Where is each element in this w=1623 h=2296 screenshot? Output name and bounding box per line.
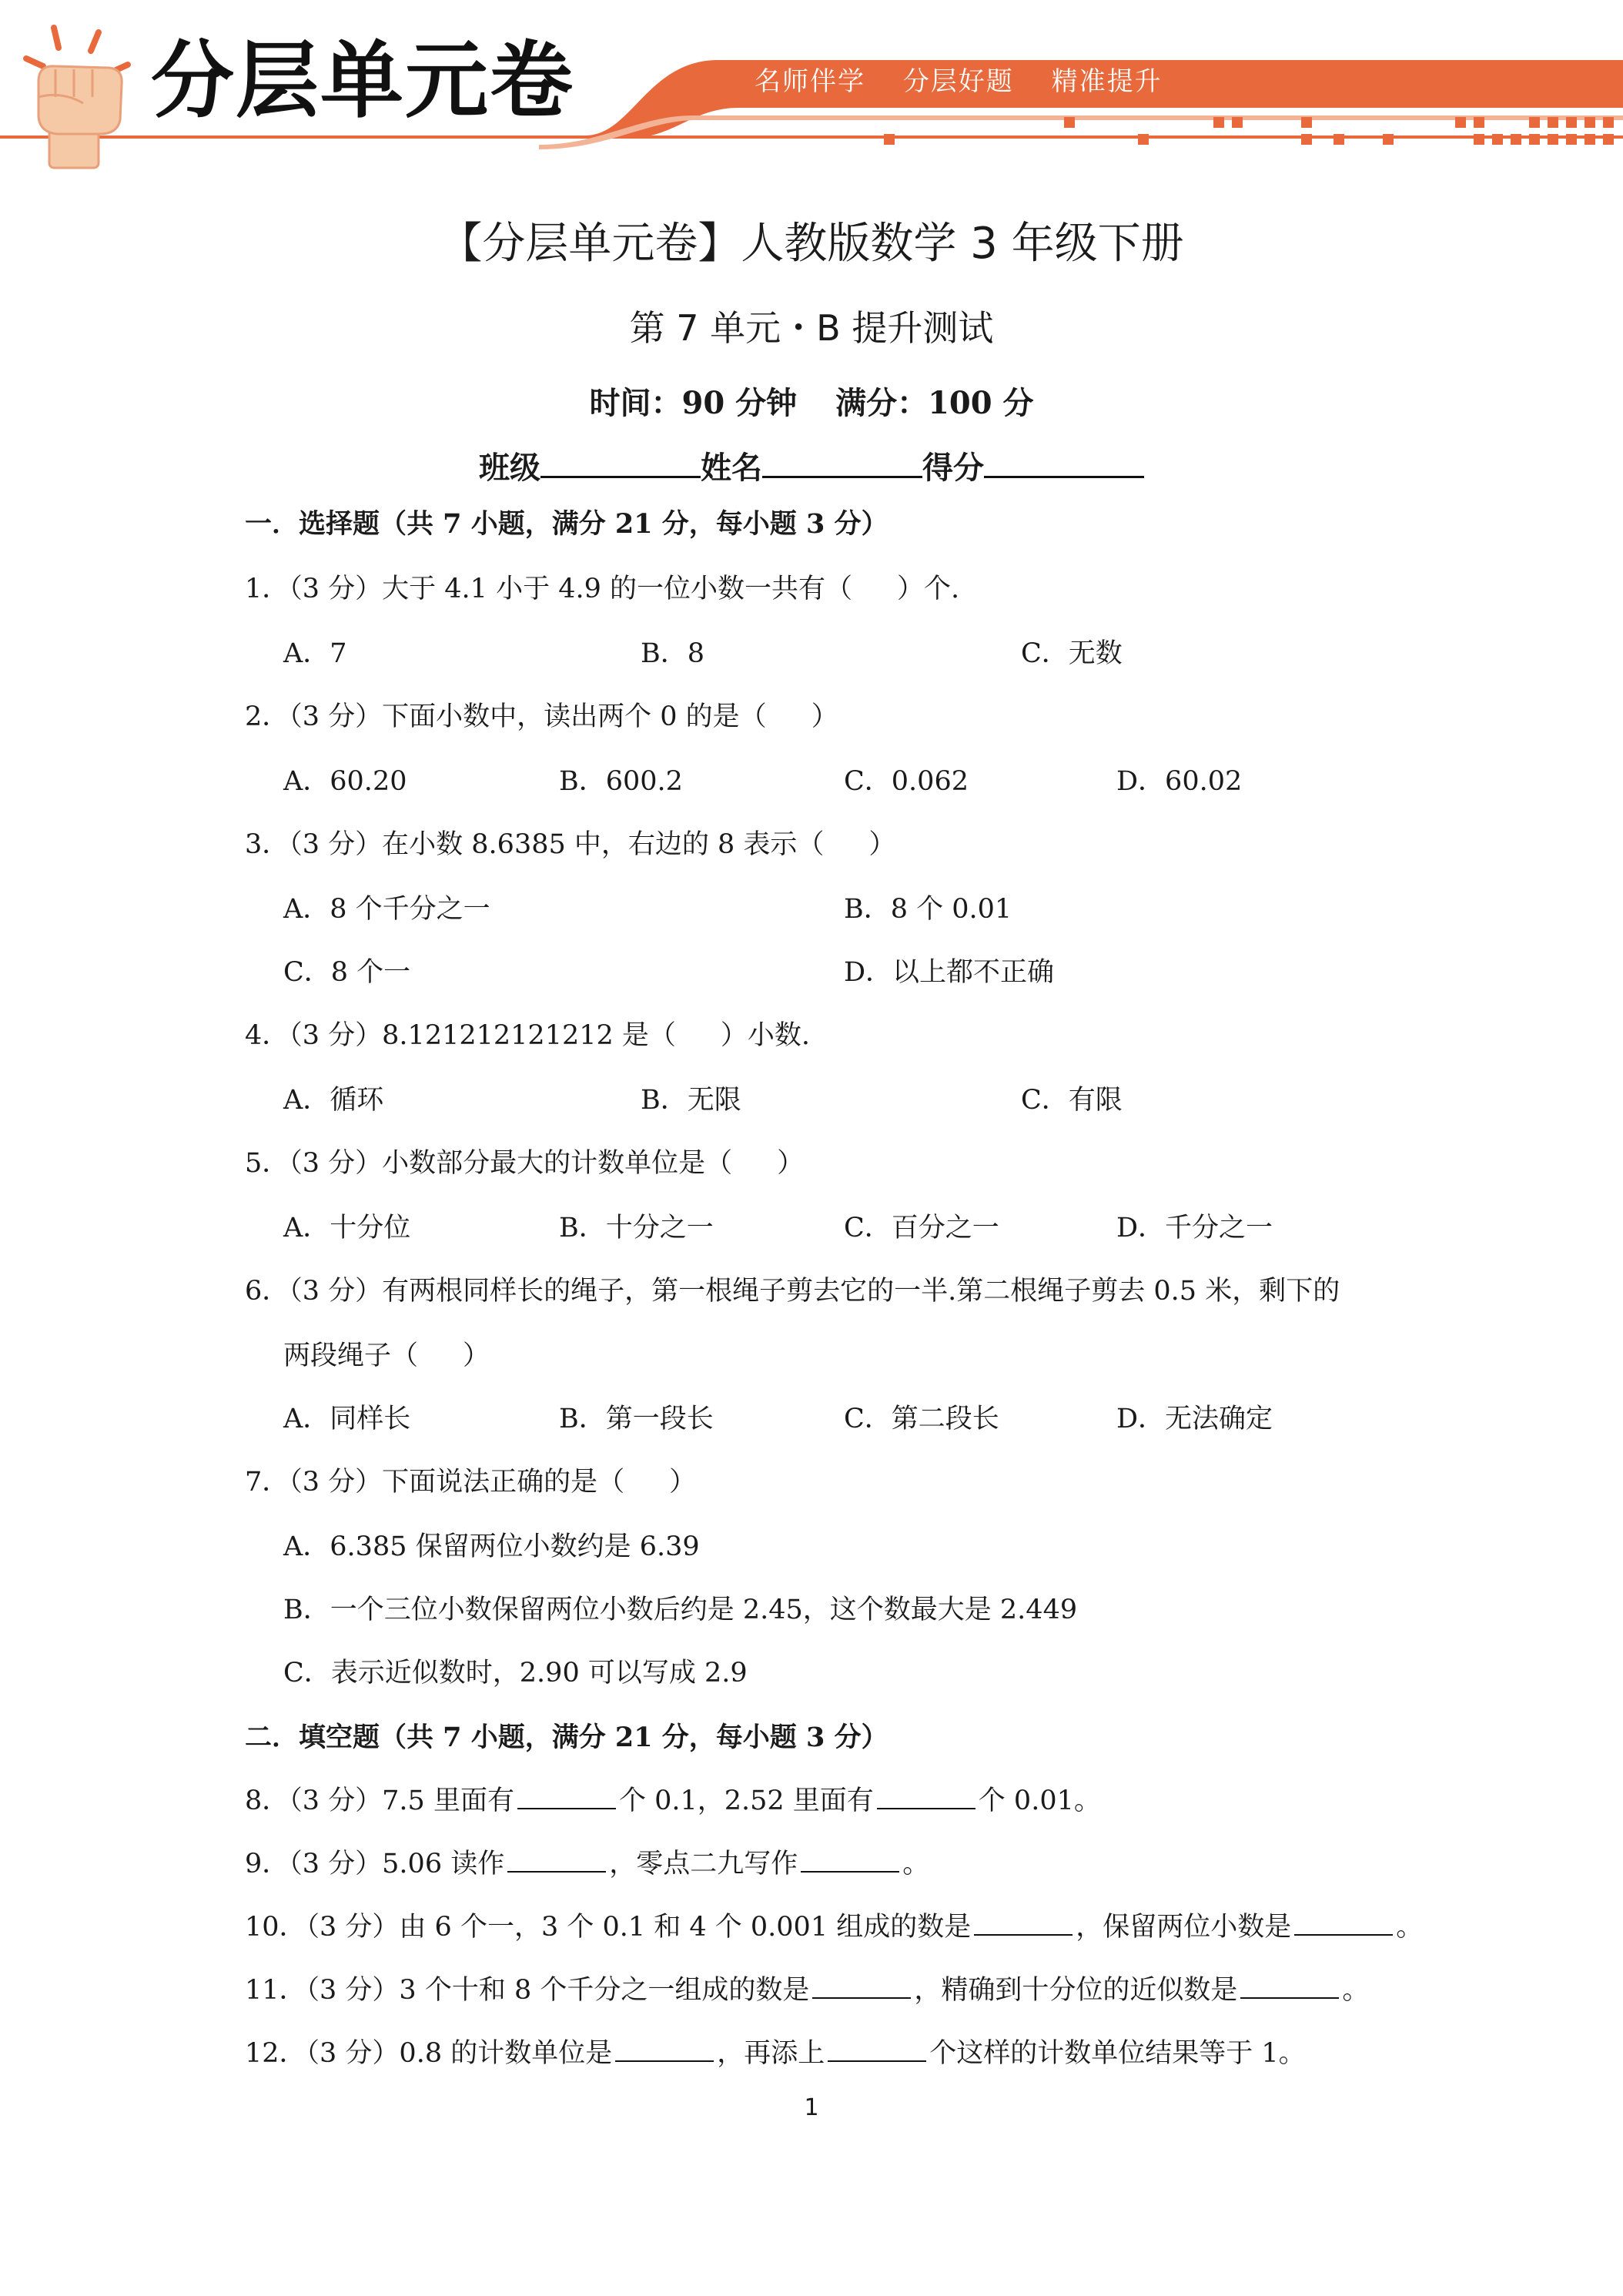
q11-text-a: 11．（3 分）3 个十和 8 个千分之一组成的数是 — [245, 1975, 810, 2006]
q4-option-b: B．无限 — [641, 1085, 741, 1116]
q3-stem-a: 3．（3 分）在小数 8.6385 中，右边的 8 表示（ — [245, 829, 825, 860]
q11-text-b: ，精确到十分位的近似数是 — [914, 1975, 1238, 2006]
score-blank[interactable] — [984, 448, 1144, 478]
q2-stem-a: 2．（3 分）下面小数中，读出两个 0 的是（ — [245, 701, 767, 732]
question-12 — [245, 2037, 1306, 2070]
q11-blank-1[interactable] — [812, 1976, 911, 1999]
q10-blank-2[interactable] — [1294, 1913, 1393, 1936]
slogan-item-3: 精准提升 — [1051, 66, 1163, 97]
score-label-field: 得分 — [922, 450, 984, 486]
slogan — [755, 60, 1190, 98]
question-10 — [245, 1911, 1423, 1943]
q8-blank-2[interactable] — [877, 1786, 975, 1809]
q3-option-c: C．8 个一 — [283, 957, 411, 988]
q6-stem-cont-b: ） — [463, 1340, 490, 1371]
question-6-cont — [283, 1340, 490, 1372]
q7-option-a: A．6.385 保留两位小数约是 6.39 — [283, 1531, 700, 1562]
time-score-line — [0, 379, 1623, 423]
q10-text-a: 10．（3 分）由 6 个一，3 个 0.1 和 4 个 0.001 组成的数是 — [245, 1912, 972, 1943]
question-5 — [245, 1147, 804, 1180]
q10-text-c: 。 — [1396, 1912, 1424, 1943]
q9-text-b: ，零点二九写作 — [609, 1849, 798, 1879]
q2-option-a: A．60.20 — [283, 766, 407, 797]
name-label: 姓名 — [701, 450, 762, 486]
question-1 — [245, 573, 959, 605]
section-fill-heading: 二．填空题（共 7 小题，满分 21 分，每小题 3 分） — [245, 1722, 888, 1753]
question-2 — [245, 701, 838, 733]
q8-text-c: 个 0.01。 — [978, 1786, 1101, 1816]
q7-stem-a: 7．（3 分）下面说法正确的是（ — [245, 1467, 625, 1498]
q6-option-b: B．第一段长 — [559, 1404, 714, 1434]
q4-option-c: C．有限 — [1021, 1085, 1123, 1116]
q6-option-a: A．同样长 — [283, 1404, 411, 1434]
q8-text-a: 8．（3 分）7.5 里面有 — [245, 1786, 514, 1816]
q6-option-c: C．第二段长 — [844, 1404, 999, 1434]
section-choice-heading: 一．选择题（共 7 小题，满分 21 分，每小题 3 分） — [245, 508, 888, 540]
header-banner — [0, 0, 1623, 177]
question-3 — [245, 828, 895, 861]
q5-stem-a: 5．（3 分）小数部分最大的计数单位是（ — [245, 1148, 733, 1179]
q9-blank-2[interactable] — [801, 1849, 899, 1873]
q1-stem-b: ）个. — [897, 574, 960, 604]
q12-blank-2[interactable] — [828, 2039, 926, 2062]
q8-blank-1[interactable] — [517, 1786, 616, 1809]
q12-text-b: ，再添上 — [717, 2038, 825, 2069]
q4-stem-b: ）小数. — [720, 1020, 811, 1051]
name-blank[interactable] — [762, 448, 922, 478]
q4-stem-a: 4．（3 分）8.121212121212 是（ — [245, 1020, 676, 1051]
q2-option-c: C．0.062 — [844, 766, 969, 797]
student-info-line — [0, 443, 1623, 487]
q7-stem-b: ） — [669, 1467, 697, 1498]
question-4 — [245, 1019, 810, 1052]
q9-text-a: 9．（3 分）5.06 读作 — [245, 1849, 505, 1879]
question-7 — [245, 1466, 696, 1498]
page-title: 【分层单元卷】人教版数学 3 年级下册 — [439, 219, 1184, 269]
slogan-item-1: 名师伴学 — [755, 66, 865, 97]
q2-stem-b: ） — [811, 701, 838, 732]
q7-option-c: C．表示近似数时，2.90 可以写成 2.9 — [283, 1658, 748, 1689]
brand-title: 分层单元卷 — [151, 33, 575, 129]
class-label: 班级 — [479, 450, 540, 486]
question-6: 6．（3 分）有两根同样长的绳子，第一根绳子剪去它的一半.第二根绳子剪去 0.5 米，剩下的 — [245, 1276, 1340, 1307]
q1-stem-a: 1．（3 分）大于 4.1 小于 4.9 的一位小数一共有（ — [245, 574, 852, 604]
page-number: 1 — [804, 2094, 819, 2121]
question-8 — [245, 1785, 1101, 1817]
slogan-item-2: 分层好题 — [902, 66, 1014, 97]
q5-stem-b: ） — [777, 1148, 805, 1179]
q3-option-b: B．8 个 0.01 — [844, 894, 1012, 925]
score-label: 满分：100 分 — [835, 385, 1034, 421]
fist-icon — [8, 5, 146, 174]
class-blank[interactable] — [540, 448, 701, 478]
page-subtitle: 第 7 单元・B 提升测试 — [629, 307, 994, 349]
q10-text-b: ，保留两位小数是 — [1076, 1912, 1292, 1943]
q5-option-b: B．十分之一 — [559, 1213, 714, 1243]
q8-text-b: 个 0.1，2.52 里面有 — [618, 1786, 874, 1816]
q11-text-c: 。 — [1342, 1975, 1370, 2006]
q6-stem-cont-a: 两段绳子（ — [283, 1340, 419, 1371]
q5-option-a: A．十分位 — [283, 1213, 411, 1243]
q1-option-b: B．8 — [641, 638, 704, 669]
q9-text-c: 。 — [902, 1849, 930, 1879]
q6-option-d: D．无法确定 — [1116, 1404, 1273, 1434]
q12-blank-1[interactable] — [615, 2039, 714, 2062]
q12-text-a: 12．（3 分）0.8 的计数单位是 — [245, 2038, 613, 2069]
q3-stem-b: ） — [868, 829, 896, 860]
question-11 — [245, 1974, 1369, 2006]
q10-blank-1[interactable] — [974, 1913, 1073, 1936]
time-label: 时间：90 分钟 — [589, 385, 798, 421]
q4-option-a: A．循环 — [283, 1085, 384, 1116]
q2-option-d: D．60.02 — [1116, 766, 1243, 797]
q9-blank-1[interactable] — [507, 1849, 606, 1873]
q7-option-b: B．一个三位小数保留两位小数后约是 2.45，这个数最大是 2.449 — [283, 1595, 1078, 1625]
q5-option-d: D．千分之一 — [1116, 1213, 1273, 1243]
q3-option-d: D．以上都不正确 — [844, 957, 1055, 988]
q1-option-a: A．7 — [283, 638, 347, 669]
q12-text-c: 个这样的计数单位结果等于 1。 — [929, 2038, 1306, 2069]
q11-blank-2[interactable] — [1240, 1976, 1339, 1999]
q2-option-b: B．600.2 — [559, 766, 683, 797]
q1-option-c: C．无数 — [1021, 638, 1123, 669]
question-9 — [245, 1848, 929, 1880]
q5-option-c: C．百分之一 — [844, 1213, 999, 1243]
q3-option-a: A．8 个千分之一 — [283, 894, 490, 925]
